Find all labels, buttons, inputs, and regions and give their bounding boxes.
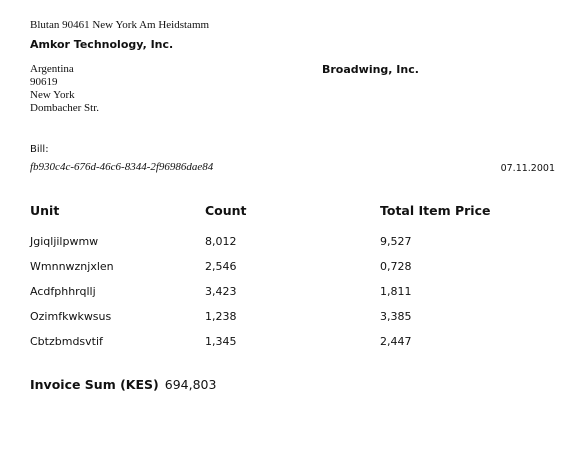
bill-label: Bill:: [30, 144, 49, 155]
invoice-sum-label: Invoice Sum (KES): [30, 377, 159, 392]
price-cell: 0,728: [380, 260, 412, 273]
sender-company-name: Amkor Technology, Inc.: [30, 38, 174, 51]
sender-city: New York: [30, 89, 75, 101]
sender-street: Dombacher Str.: [30, 102, 100, 114]
invoice-sum-value: 694,803: [164, 377, 217, 392]
price-cell: 9,527: [380, 235, 412, 248]
unit-cell: Jgiqljilpwmw: [30, 235, 99, 248]
invoice-sum: [30, 377, 216, 392]
column-header-count: Count: [205, 203, 247, 218]
sender-address-block: [30, 63, 99, 115]
count-cell: 3,423: [205, 285, 237, 298]
count-cell: 8,012: [205, 235, 237, 248]
price-cell: 2,447: [380, 335, 412, 348]
unit-cell: Cbtzbmdsvtif: [30, 335, 103, 348]
sender-address-line: Blutan 90461 New York Am Heidstamm: [30, 19, 210, 31]
table-row: [0, 285, 585, 301]
unit-cell: Acdfphhrqllj: [30, 285, 96, 298]
column-header-total-item-price: Total Item Price: [380, 203, 491, 218]
sender-country: Argentina: [30, 63, 74, 75]
price-cell: 3,385: [380, 310, 412, 323]
bill-id: fb930c4c-676d-46c6-8344-2f96986dae84: [30, 161, 214, 173]
sender-postal-code: 90619: [30, 76, 58, 88]
count-cell: 1,345: [205, 335, 237, 348]
count-cell: 1,238: [205, 310, 237, 323]
column-header-unit: Unit: [30, 203, 60, 218]
count-cell: 2,546: [205, 260, 237, 273]
table-row: [0, 310, 585, 326]
table-row: [0, 235, 585, 251]
table-row: [0, 335, 585, 351]
unit-cell: Wmnnwznjxlen: [30, 260, 114, 273]
bill-date: 07.11.2001: [500, 163, 555, 174]
table-row: [0, 260, 585, 276]
unit-cell: Ozimfkwkwsus: [30, 310, 112, 323]
price-cell: 1,811: [380, 285, 412, 298]
recipient-company-name: Broadwing, Inc.: [322, 63, 419, 76]
